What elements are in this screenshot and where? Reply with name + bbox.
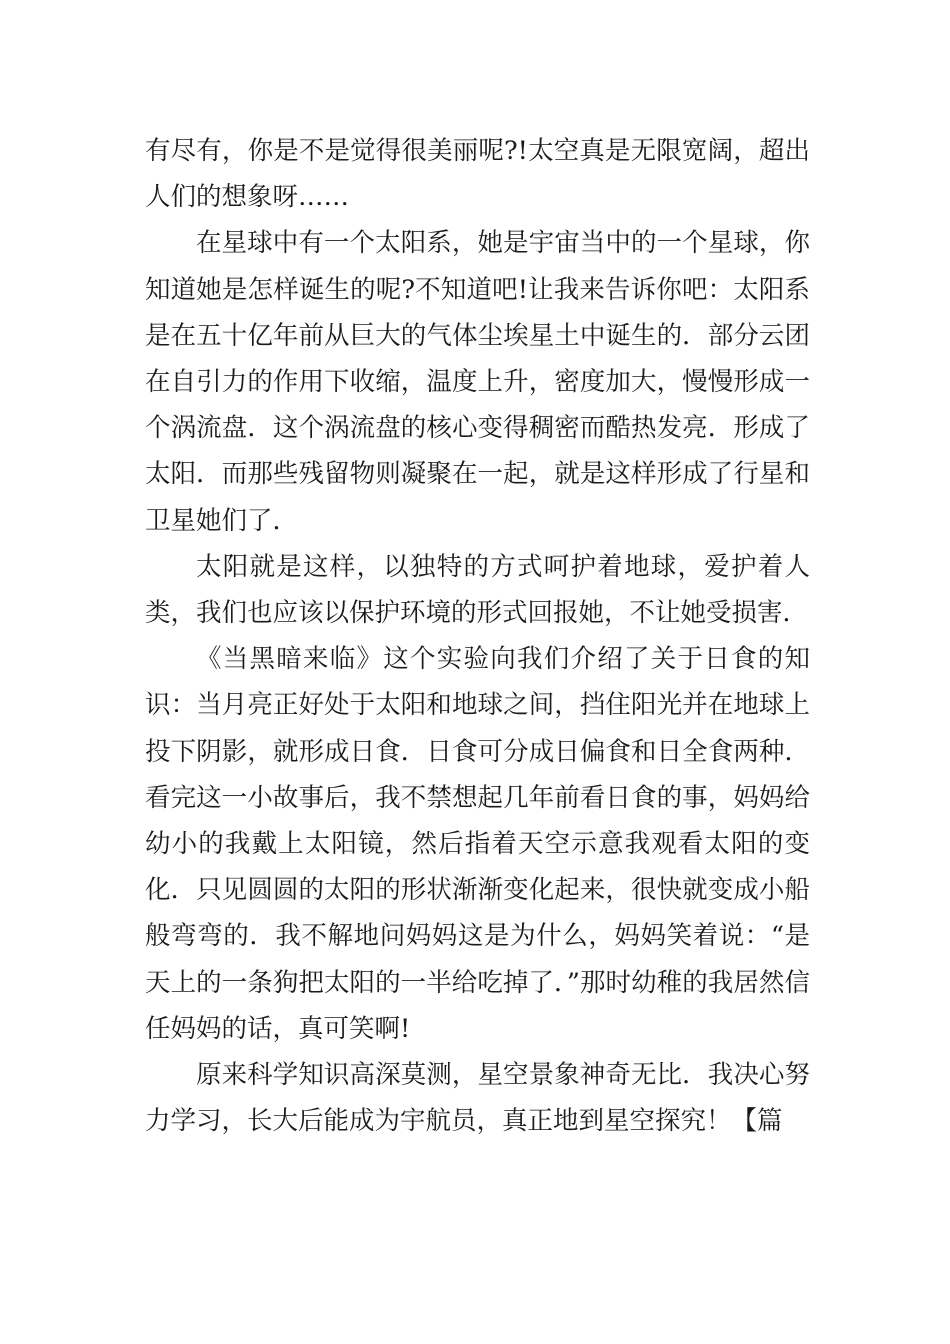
paragraph-4: 《当黑暗来临》这个实验向我们介绍了关于日食的知识：当月亮正好处于太阳和地球之间，挡住阳光并在地球上投下阴影，就形成日食．日食可分成日偏食和日全食两种．看完这一小故事后，我不禁想起几年前看日食的事，妈妈给幼小的我戴上太阳镜，然后指着天空示意我观看太阳的变化．只见圆圆的太阳的形状渐渐变化起来，很快就变成小船般弯弯的．我不解地问妈妈这是为什么，妈妈笑着说：“是天上的一条狗把太阳的一半给吃掉了．”那时幼稚的我居然信任妈妈的话，真可笑啊!: [145, 644, 810, 1044]
paragraph-3: 太阳就是这样，以独特的方式呵护着地球，爱护着人类，我们也应该以保护环境的形式回报她，不让她受损害．: [145, 551, 810, 629]
paragraph-5: 原来科学知识高深莫测，星空景象神奇无比．我决心努力学习，长大后能成为宇航员，真正地到星空探究！【篇: [145, 1060, 810, 1137]
body-text: [145, 128, 810, 1144]
paragraph-1: 有尽有，你是不是觉得很美丽呢?!太空真是无限宽阔，超出人们的想象呀……: [145, 136, 810, 213]
paragraph-2: 在星球中有一个太阳系，她是宇宙当中的一个星球，你知道她是怎样诞生的呢?不知道吧!让我来告诉你吧：太阳系是在五十亿年前从巨大的气体尘埃星土中诞生的．部分云团在自引力的作用下收缩，温度上升，密度加大，慢慢形成一个涡流盘．这个涡流盘的核心变得稠密而酷热发亮．形成了太阳．而那些残留物则凝聚在一起，就是这样形成了行星和卫星她们了．: [145, 228, 810, 536]
